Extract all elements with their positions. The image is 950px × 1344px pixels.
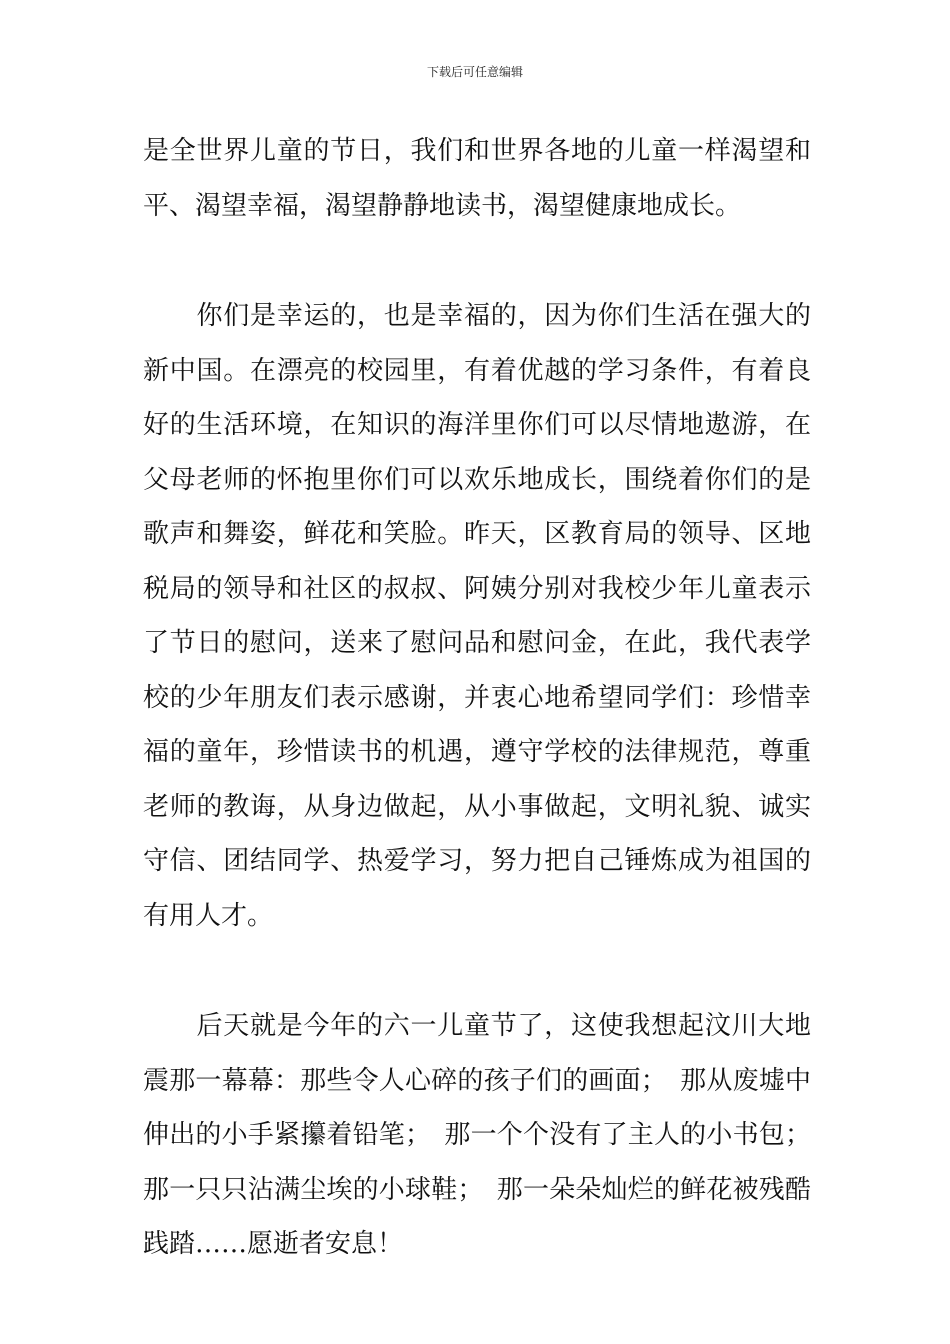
text-line: 好的生活环境，在知识的海洋里你们可以尽情地遨游，在 <box>143 410 811 440</box>
text-line: 了节日的慰问，送来了慰问品和慰问金，在此，我代表学 <box>143 628 811 658</box>
text-line: 震那一幕幕：那些令人心碎的孩子们的画面； 那从废墟中 <box>143 1065 811 1096</box>
text-line: 歌声和舞姿，鲜花和笑脸。昨天，区教育局的领导、区地 <box>143 519 811 549</box>
header-note: 下载后可任意编辑 <box>426 65 523 79</box>
text-line: 守信、团结同学、热爱学习，努力把自己锤炼成为祖国的 <box>143 846 811 876</box>
text-line: 那一只只沾满尘埃的小球鞋； 那一朵朵灿烂的鲜花被残酷 <box>143 1174 811 1205</box>
paragraph-spacer <box>143 943 811 999</box>
text-line: 践踏……愿逝者安息！ <box>143 1229 404 1259</box>
text-line: 税局的领导和社区的叔叔、阿姨分别对我校少年儿童表示 <box>143 573 811 604</box>
text-line: 校的少年朋友们表示感谢，并衷心地希望同学们：珍惜幸 <box>143 682 811 713</box>
paragraph-2 <box>143 289 811 943</box>
text-line: 福的童年，珍惜读书的机遇，遵守学校的法律规范，尊重 <box>143 737 811 767</box>
text-line: 你们是幸运的，也是幸福的，因为你们生活在强大的 <box>143 301 811 331</box>
paragraph-3 <box>143 999 811 1272</box>
text-line: 伸出的小手紧攥着铅笔； 那一个个没有了主人的小书包； <box>143 1120 811 1150</box>
text-line: 父母老师的怀抱里你们可以欢乐地成长，围绕着你们的是 <box>143 464 811 495</box>
paragraph-1 <box>143 124 811 233</box>
text-line: 是全世界儿童的节日，我们和世界各地的儿童一样渴望和 <box>143 136 811 166</box>
text-line: 后天就是今年的六一儿童节了，这使我想起汶川大地 <box>143 1011 811 1041</box>
text-line: 老师的教诲，从身边做起，从小事做起，文明礼貌、诚实 <box>143 791 811 822</box>
paragraph-spacer <box>143 233 811 289</box>
text-line: 平、渴望幸福，渴望静静地读书，渴望健康地成长。 <box>143 190 742 221</box>
text-line: 有用人才。 <box>143 900 274 931</box>
text-line: 新中国。在漂亮的校园里，有着优越的学习条件，有着良 <box>143 355 811 386</box>
document-body <box>143 124 811 1272</box>
